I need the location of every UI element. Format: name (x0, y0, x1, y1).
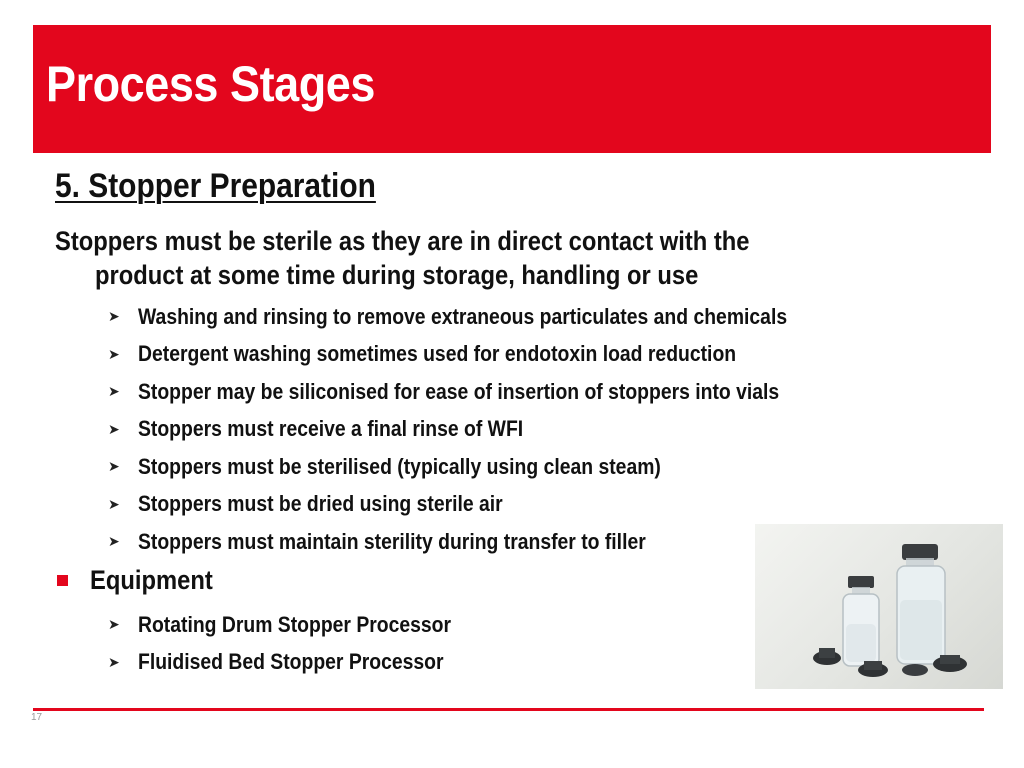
step-text: Detergent washing sometimes used for endotoxin load reduction (138, 341, 737, 367)
equipment-label: Equipment (90, 565, 213, 595)
arrow-bullet-icon: ➤ (108, 533, 120, 550)
slide-title: Process Stages (46, 56, 375, 112)
step-text: Stoppers must maintain sterility during transfer to filler (138, 528, 646, 554)
list-item (108, 336, 876, 374)
equipment-heading (55, 565, 230, 596)
step-text: Stoppers must be sterilised (typically using clean steam) (138, 453, 661, 479)
equipment-item-text: Rotating Drum Stopper Processor (138, 611, 452, 637)
title-band (33, 25, 991, 153)
arrow-bullet-icon: ➤ (108, 420, 120, 437)
list-item (108, 486, 876, 524)
arrow-bullet-icon: ➤ (108, 616, 120, 633)
step-text: Stoppers must be dried using sterile air (138, 491, 503, 517)
vials-illustration (755, 524, 1003, 689)
list-item (108, 373, 876, 411)
list-item (108, 411, 876, 449)
rubber-stopper (902, 664, 928, 676)
arrow-bullet-icon: ➤ (108, 383, 120, 400)
large-vial-cap (902, 544, 938, 560)
step-list (108, 298, 876, 561)
footer-divider (33, 708, 984, 711)
arrow-bullet-icon: ➤ (108, 308, 120, 325)
list-item (108, 644, 494, 682)
equipment-item-text: Fluidised Bed Stopper Processor (138, 649, 444, 675)
arrow-bullet-icon: ➤ (108, 345, 120, 362)
intro-text (55, 224, 985, 292)
small-vial-cap (848, 576, 874, 588)
section-heading: 5. Stopper Preparation (55, 167, 376, 205)
list-item (108, 298, 876, 336)
arrow-bullet-icon: ➤ (108, 458, 120, 475)
step-text: Stoppers must receive a final rinse of WFI (138, 416, 524, 442)
arrow-bullet-icon: ➤ (108, 495, 120, 512)
intro-line-2: product at some time during storage, handling or use (95, 260, 699, 290)
list-item (108, 448, 876, 486)
arrow-bullet-icon: ➤ (108, 653, 120, 670)
vials-and-stoppers-photo (755, 524, 1003, 689)
step-text: Stopper may be siliconised for ease of insertion of stoppers into vials (138, 378, 780, 404)
equipment-list (108, 606, 494, 681)
list-item (108, 606, 494, 644)
step-text: Washing and rinsing to remove extraneous particulates and chemicals (138, 303, 788, 329)
square-bullet-icon (57, 575, 68, 586)
intro-line-1: Stoppers must be sterile as they are in direct contact with the (55, 226, 750, 256)
page-number: 17 (31, 712, 43, 723)
